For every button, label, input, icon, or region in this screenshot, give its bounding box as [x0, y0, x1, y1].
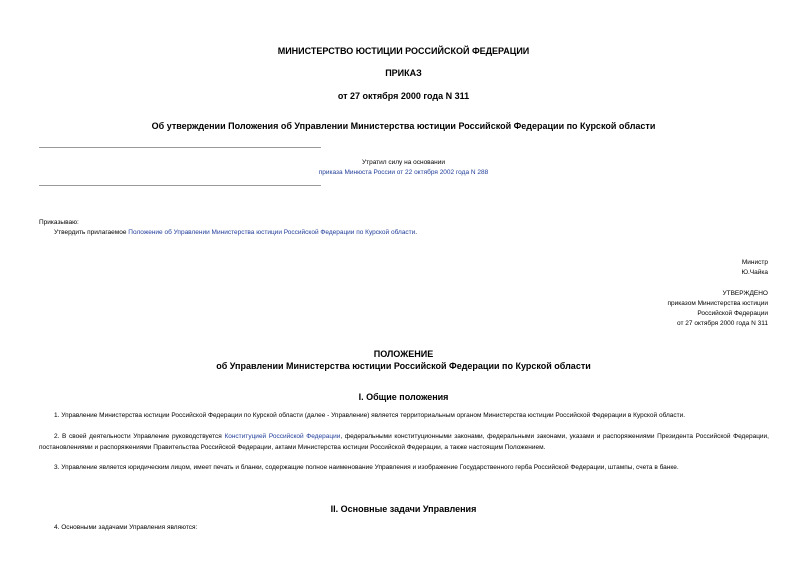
status-note-text: Утратил силу на основании [361, 159, 446, 166]
regulation-link[interactable]: Положение об Управлении Министерства юстиции Российской Федерации по Курской области [128, 229, 416, 236]
document-title: Об утверждении Положения об Управлении Министерства юстиции Российской Федерации по Курской области [151, 121, 656, 131]
approval-line-1: УТВЕРЖДЕНО [722, 290, 768, 297]
divider-bottom [39, 185, 321, 186]
order-approve-prefix: Утвердить прилагаемое [54, 229, 129, 236]
signature-position: Министр [741, 259, 768, 266]
approval-line-3: Российской Федерации [697, 310, 768, 317]
status-note-link[interactable]: приказа Минюста России от 22 октября 2002 года N 288 [318, 169, 489, 176]
ministry-heading: МИНИСТЕРСТВО ЮСТИЦИИ РОССИЙСКОЙ ФЕДЕРАЦИИ [277, 46, 530, 56]
paragraph-2-prefix: 2. В своей деятельности Управление руководствуется [54, 433, 225, 440]
regulation-subtitle: об Управлении Министерства юстиции Российской Федерации по Курской области [216, 361, 591, 371]
paragraph-1: 1. Управление Министерства юстиции Российской Федерации по Курской области (далее - Управление) является территориальным органом Министерства юстиции Российской Федерации в Курской области. [54, 412, 686, 419]
constitution-link[interactable]: Конституцией Российской Федерации [224, 433, 341, 440]
paragraph-4: 4. Основными задачами Управления являются: [54, 524, 198, 531]
signature-block [741, 258, 768, 278]
approval-stamp [668, 289, 769, 329]
order-approve-paragraph [54, 229, 417, 236]
regulation-title: ПОЛОЖЕНИЕ [373, 349, 434, 359]
section-1-heading: I. Общие положения [358, 392, 449, 402]
paragraph-2 [39, 432, 769, 453]
paragraph-2-suffix: , федеральными конституционными законами, федеральными законами, указами и распоряжениями Президента Российской Федерации, постановлениями и распоряжениями Правительства Российской Федерации, актами Министерства юстиции Российской Федерации, а также настоящим Положением. [39, 433, 769, 451]
approval-line-4: от 27 октября 2000 года N 311 [677, 320, 768, 327]
paragraph-3: 3. Управление является юридическим лицом, имеет печать и бланки, содержащие полное наименование Управления и изображение Государственного герба Российской Федерации, штампы, счета в банке. [54, 464, 679, 471]
order-approve-suffix: . [415, 229, 418, 236]
order-intro: Приказываю: [39, 219, 79, 226]
signature-name: Ю.Чайка [741, 269, 768, 276]
document-type: ПРИКАЗ [385, 68, 422, 78]
approval-line-2: приказом Министерства юстиции [667, 300, 768, 307]
section-2-heading: II. Основные задачи Управления [330, 504, 477, 514]
document-date-number: от 27 октября 2000 года N 311 [337, 91, 470, 101]
divider-top [39, 147, 321, 148]
